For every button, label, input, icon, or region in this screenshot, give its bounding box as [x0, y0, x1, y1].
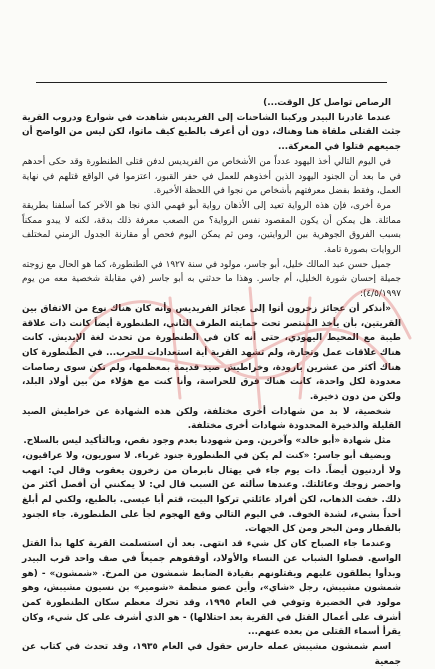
- header-rule: [36, 82, 387, 83]
- paragraph: في اليوم التالي أخذ اليهود عدداً من الأشخاص من الفريديس لدفن قتلى الطنطورة وقد حكى أحدهم في ما بعد أن الجنود اليهود الذين أخذوهم للعمل في حفر القبور، اعتزموا في الواقع قتلهم في نهاية العمل، وفقط بفضل معرفتهم بأشخاص من نجوا في اللحظة الأخيرة.: [22, 156, 401, 197]
- paragraph: شخصية، لا بد من شهادات أخرى مختلفة، ولكن هذه الشهادة عن خراطيش الصيد القليلة والذخيرة المحدودة شهادات أخرى مختلفة.: [22, 406, 401, 432]
- body-text: [22, 96, 402, 667]
- paragraph: الرصاص تواصل كل الوقت...): [263, 98, 391, 108]
- paragraph: وعندما جاء الصباح كان كل شيء قد انتهى. بعد أن استسلمت القرية كلها بدأ القتل الواسع. فصلوا الشباب عن النساء والأولاد، أوقفوهم جميعاً في صف واحد قرب البيدر وبدأوا يطلقون عليهم ويقتلونهم بقيادة الضابط شمشون من المرخ. «شمشون» - (هو شمشون مشيبش، رجل «شاي»، وأين عضو منظمة «شومير» بن نسيون مشيبش، وهو مولود في الخضيرة وتوفي في العام ١٩٩٥، وقد تحرك معظم سكان الطنطورة كمن أشرف على أعمال القتل في القرية بعد احتلالها) - هو الذي أشرف على كل شيء، وكان يقرأ أسماء القتلى من بعده عنهم...: [22, 539, 402, 638]
- paragraph: جميل حسن عبد المالك خليل، أبو جاسر، مولود في سنة ١٩٢٧ في الطنطورة، كما هو الحال مع زوجته جميلة إحسان شورة الخليل، أم جاسر. وهذا ما حدثني به أبو جاسر (في مقابلة شخصية معه من يوم ٤/٥/١٩٩٧):: [22, 259, 401, 300]
- paragraph: ويضيف أبو جاسر: «كنت لم يكن في الطنطورة جنود غرباء. لا سوريون، ولا عراقيون، ولا أردنيون أيضاً. ذات يوم جاء في يهتال نابرمان من زخرون يعقوب وقال لي: انهب واحضر زوجك وعائلتك. وعندها سألته عن السبب قال لي: لا يمكنني أن أفصل أكثر من ذلك. خفت الذهاب، لكن أفراد عائلتي تركوا البيت، قتم أبا عيسى. بالطبع، ولكني لم أبلغ أحداً بشيء، لشدة الخوف. في اليوم التالي وقع الهجوم لجأ على الطنطورة. جاء الجنود بالقطار ومن البحر ومن كل الجهات.: [22, 450, 401, 535]
- paragraph: عندما غادرنا البيدر وركبنا الشاحنات إلى الفريديس شاهدت في شوارع ودروب القرية جثث القتلى ملقاة هنا وهناك، دون أن أعرف بالطبع كيف ماتوا، لكن ليس من الواضح أن جميعهم قتلوا في المعركة...: [22, 112, 401, 153]
- paragraph: اسم شمشون مشيبش عمله حارس حقول في العام ١٩٣٥، وقد تحدث في كتاب عن جمعية: [22, 642, 401, 667]
- paragraph: مرة أخرى، فإن هذه الرواية تعيد إلى الأذهان رواية أبو فهمي الذي نجا هو الآخر كما أسلفنا بطريقة مماثلة. هل يمكن أن يكون المقصود نفس الرواية؟ من الصعب معرفة ذلك بدقة، لكنه لا يبدو ممكناً بسبب الفروق الجوهرية بين الروايتين، ومن ثم يمكن اليوم فحص أو مقارنة الجدول الزمني لمختلف الروايات بصورة تامة.: [22, 200, 401, 256]
- paragraph: مثل شهادة «أبو خالد» وآخرين. ومن شهودنا بعدم وجود نقص، وبالتأكيد ليس بالسلاح.: [23, 436, 391, 447]
- paragraph: «أنذكر أن عجائز زخرون أتوا إلى عجائز الفريديس وأنه كان هناك نوع من الاتفاق بين القريتين، بأن يأخذ المنتصر تحت حمايته الطرف الثاني، الطنطورة أيضاً كانت ذات علاقة طيبة مع المحيط اليهودي، حتى أنه كان في الطنطورة من تحدث لغة الإيديش. كانت هناك علاقات عمل وتجارة، ولم تشهد القرية أية استعدادات للحرب... في الطنطورة كان هناك أكثر من عشرين بارودة، وخراطيش صيد قديمة بمعظمها، ولم تكن سوى رصاصات معدودة لكل واحدة، كانت هناك فرق للحراسة، وأنا كنت مع هؤلاء من بين أولاد البلد، ولكن من دون ذخيرة.: [22, 303, 401, 403]
